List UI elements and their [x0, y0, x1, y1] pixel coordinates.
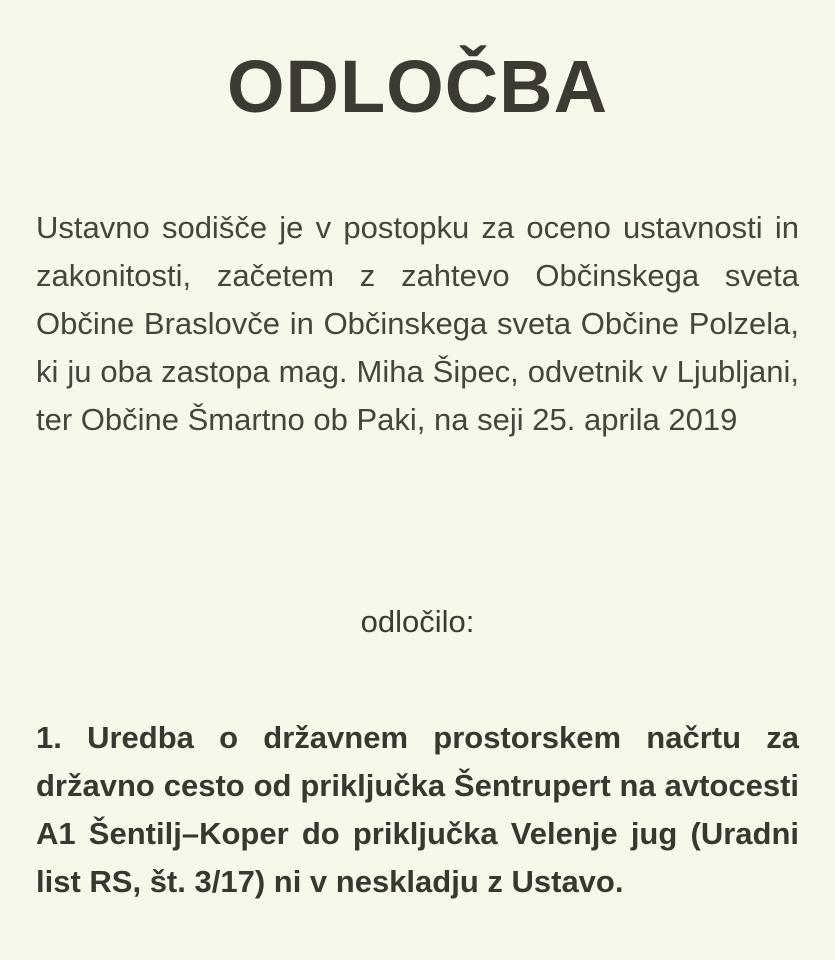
- decision-heading: odločilo:: [360, 604, 475, 639]
- intro-paragraph: Ustavno sodišče je v postopku za oceno ustavnosti in zakonitosti, začetem z zahtevo Občinskega sveta Občine Braslovče in Občinskega sveta Občine Polzela, ki ju oba zastopa mag. Miha Šipec, odvetnik v Ljubljani, ter Občine Šmartno ob Paki, na seji 25. aprila 2019: [36, 210, 799, 437]
- document-title: ODLOČBA: [226, 45, 609, 128]
- ruling-paragraph: 1. Uredba o državnem prostorskem načrtu za državno cesto od priključka Šentrupert na avtocesti A1 Šentilj–Koper do priključka Velenje jug (Uradni list RS, št. 3/17) ni v neskladju z Ustavo.: [36, 720, 799, 899]
